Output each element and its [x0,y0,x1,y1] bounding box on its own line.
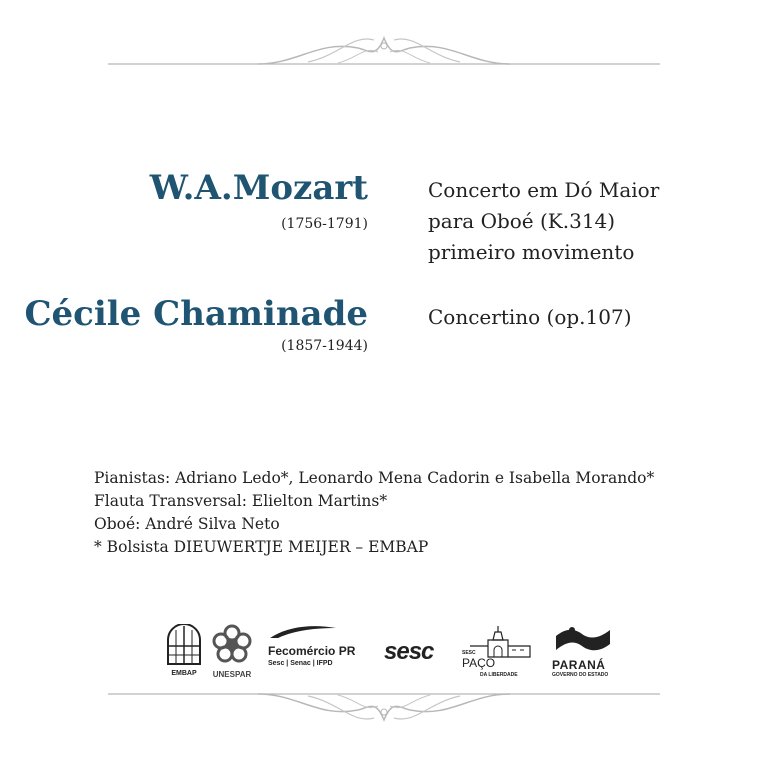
composer-years-mozart: (1756-1791) [281,216,368,232]
sesc-logo: sesc [384,638,434,665]
piece-line: para Oboé (K.314) [428,209,616,233]
credit-line: Flauta Transversal: Elielton Martins* [94,492,388,510]
piece-line: Concertino (op.107) [428,305,632,329]
top-ornament [108,26,660,66]
composer-years-chaminade: (1857-1944) [281,338,368,354]
credit-line: Pianistas: Adriano Ledo*, Leonardo Mena Cadorin e Isabella Morando* [94,469,655,487]
credit-line: Oboé: André Silva Neto [94,515,280,533]
paco-liberdade-logo: SESC PAÇO DA LIBERDADE [462,624,536,662]
embap-logo: EMBAP [164,624,208,677]
bottom-ornament [108,692,660,732]
embap-emblem-icon [164,624,204,666]
unespar-flower-icon [210,624,254,666]
performer-credits [94,467,654,559]
fecomercio-logo: Fecomércio PR Sesc | Senac | IFPD [268,624,370,667]
piece-list-mozart [428,175,659,268]
parana-flag-icon [552,624,614,654]
credit-line: * Bolsista DIEUWERTJE MEIJER – EMBAP [94,538,429,556]
piece-line: primeiro movimento [428,240,635,264]
fecomercio-swoosh-icon [268,624,338,640]
piece-line: Concerto em Dó Maior [428,178,660,202]
unespar-logo: UNESPAR [210,624,258,679]
parana-logo: PARANÁ GOVERNO DO ESTADO [552,624,618,678]
piece-list-chaminade [428,302,632,333]
composer-name-chaminade: Cécile Chaminade [24,294,368,334]
composer-name-mozart: W.A.Mozart [149,168,368,208]
